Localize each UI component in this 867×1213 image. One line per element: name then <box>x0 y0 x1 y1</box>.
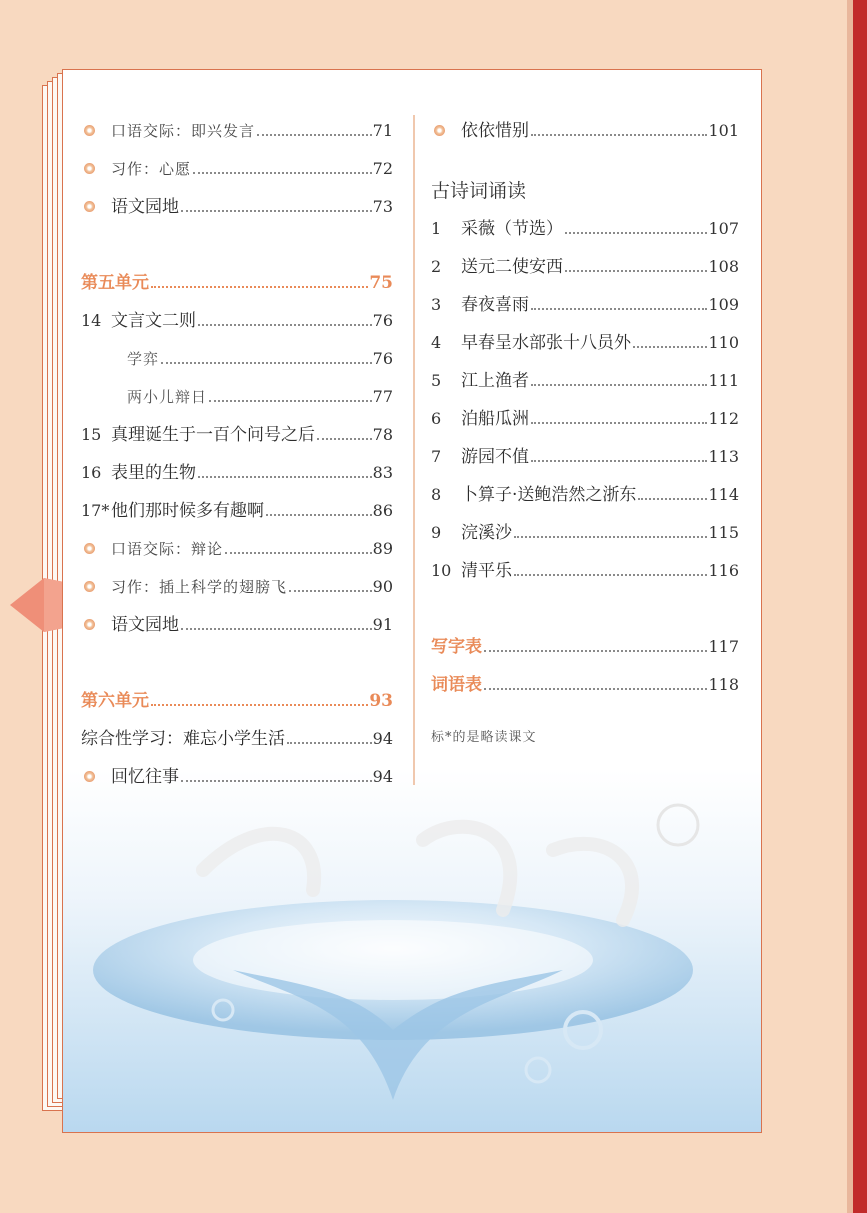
entry-title: 语文园地 <box>111 197 179 217</box>
toc-subentry[interactable] <box>81 331 393 369</box>
toc-entry[interactable] <box>81 293 393 331</box>
lesson-number: 15 <box>81 425 102 444</box>
toc-entry[interactable] <box>431 467 739 505</box>
toc-entry[interactable] <box>81 445 393 483</box>
dot-leader <box>209 400 372 402</box>
toc-entry[interactable] <box>81 559 393 597</box>
toc-entry[interactable] <box>81 597 393 635</box>
entry-page: 76 <box>372 349 393 368</box>
lesson-number: 7 <box>431 447 442 466</box>
water-splash-illustration <box>63 770 761 1132</box>
entry-title: 习作：插上科学的翅膀飞 <box>111 578 288 596</box>
toc-entry[interactable] <box>431 505 739 543</box>
entry-title: 回忆往事 <box>111 767 179 787</box>
footnote: 标*的是略读课文 <box>431 730 537 745</box>
book-spine <box>853 0 867 1213</box>
dot-leader <box>198 324 372 326</box>
dot-leader <box>531 134 707 136</box>
entry-title: 习作：心愿 <box>111 160 192 178</box>
dot-leader <box>565 232 707 234</box>
unit-heading[interactable] <box>81 255 393 293</box>
entry-title: 学弈 <box>127 350 160 368</box>
bullet-icon <box>81 121 111 141</box>
toc-entry[interactable] <box>81 407 393 445</box>
toc-entry[interactable] <box>431 353 739 391</box>
dot-leader <box>257 134 372 136</box>
unit-heading[interactable] <box>81 673 393 711</box>
dot-leader <box>161 362 372 364</box>
entry-page: 101 <box>708 121 739 140</box>
lesson-number: 1 <box>431 219 442 238</box>
dot-leader <box>531 384 707 386</box>
dot-leader <box>531 460 707 462</box>
lesson-number: 8 <box>431 485 442 504</box>
entry-title: 两小儿辩日 <box>127 388 208 406</box>
entry-title: 口语交际：辩论 <box>111 540 224 558</box>
entry-page: 110 <box>708 333 739 352</box>
entry-page: 86 <box>372 501 393 520</box>
entry-title: 春夜喜雨 <box>461 295 529 315</box>
entry-title: 真理诞生于一百个问号之后 <box>111 425 315 445</box>
spacer <box>81 635 393 673</box>
dot-leader <box>638 498 707 500</box>
section-heading: 古诗词诵读 <box>431 180 527 202</box>
lesson-number: 14 <box>81 311 102 330</box>
toc-left-column <box>81 103 393 787</box>
dot-leader <box>151 704 368 706</box>
toc-entry[interactable] <box>431 201 739 239</box>
toc-page <box>62 69 762 1133</box>
entry-page: 111 <box>708 371 739 390</box>
entry-page: 108 <box>708 257 739 276</box>
dot-leader <box>514 574 707 576</box>
appendix-page: 118 <box>708 675 739 694</box>
entry-title: 江上渔者 <box>461 371 529 391</box>
toc-entry[interactable] <box>431 429 739 467</box>
entry-page: 94 <box>372 729 393 748</box>
entry-title: 早春呈水部张十八员外 <box>461 333 631 353</box>
entry-page: 113 <box>708 447 739 466</box>
lesson-number: 3 <box>431 295 442 314</box>
dot-leader <box>484 650 707 652</box>
lesson-number: 2 <box>431 257 442 276</box>
entry-page: 83 <box>372 463 393 482</box>
toc-entry[interactable] <box>81 521 393 559</box>
entry-page: 94 <box>372 767 393 786</box>
entry-page: 114 <box>708 485 739 504</box>
entry-page: 90 <box>372 577 393 596</box>
entry-page: 91 <box>372 615 393 634</box>
dot-leader <box>531 308 707 310</box>
dot-leader <box>565 270 707 272</box>
toc-entry[interactable] <box>81 749 393 787</box>
entry-page: 71 <box>372 121 393 140</box>
spacer <box>431 141 739 159</box>
toc-entry[interactable] <box>431 543 739 581</box>
unit-page: 93 <box>369 691 393 711</box>
bullet-icon <box>81 539 111 559</box>
dot-leader <box>531 422 707 424</box>
entry-page: 76 <box>372 311 393 330</box>
entry-page: 112 <box>708 409 739 428</box>
unit-title: 第五单元 <box>81 273 149 293</box>
toc-entry[interactable] <box>431 315 739 353</box>
entry-title: 清平乐 <box>461 561 512 581</box>
entry-title: 口语交际：即兴发言 <box>111 122 256 140</box>
entry-title: 表里的生物 <box>111 463 196 483</box>
entry-title: 综合性学习：难忘小学生活 <box>81 729 285 749</box>
entry-page: 109 <box>708 295 739 314</box>
toc-entry[interactable] <box>431 239 739 277</box>
entry-page: 115 <box>708 523 739 542</box>
lesson-number: 5 <box>431 371 442 390</box>
toc-entry[interactable] <box>81 179 393 217</box>
dot-leader <box>633 346 707 348</box>
entry-title: 游园不值 <box>461 447 529 467</box>
dot-leader <box>193 172 372 174</box>
entry-title: 语文园地 <box>111 615 179 635</box>
entry-title: 他们那时候多有趣啊 <box>111 501 264 521</box>
lesson-number: 4 <box>431 333 442 352</box>
entry-page: 72 <box>372 159 393 178</box>
toc-entry[interactable] <box>81 711 393 749</box>
dot-leader <box>198 476 372 478</box>
entry-title: 文言文二则 <box>111 311 196 331</box>
dot-leader <box>317 438 372 440</box>
entry-title: 采薇（节选） <box>461 219 563 239</box>
toc-right-column <box>431 103 739 745</box>
bullet-icon <box>81 197 111 217</box>
entry-page: 78 <box>372 425 393 444</box>
entry-page: 73 <box>372 197 393 216</box>
toc-entry[interactable] <box>431 103 739 141</box>
dot-leader <box>151 286 368 288</box>
lesson-number: 9 <box>431 523 442 542</box>
unit-title: 第六单元 <box>81 691 149 711</box>
lesson-number: 6 <box>431 409 442 428</box>
entry-title: 浣溪沙 <box>461 523 512 543</box>
bullet-icon <box>81 615 111 635</box>
dot-leader <box>181 628 372 630</box>
toc-entry[interactable] <box>431 277 739 315</box>
dot-leader <box>484 688 707 690</box>
bullet-icon <box>81 159 111 179</box>
dot-leader <box>225 552 372 554</box>
appendix-heading[interactable] <box>431 657 739 695</box>
toc-entry[interactable] <box>81 483 393 521</box>
column-divider <box>413 115 415 785</box>
toc-entry[interactable] <box>81 103 393 141</box>
toc-entry[interactable] <box>431 391 739 429</box>
bullet-icon <box>81 577 111 597</box>
lesson-number: 16 <box>81 463 102 482</box>
appendix-title: 词语表 <box>431 675 482 695</box>
lesson-number: 17* <box>81 501 110 520</box>
appendix-heading[interactable] <box>431 619 739 657</box>
toc-subentry[interactable] <box>81 369 393 407</box>
entry-title: 送元二使安西 <box>461 257 563 277</box>
entry-title: 卜算子·送鲍浩然之浙东 <box>461 485 637 505</box>
entry-page: 107 <box>708 219 739 238</box>
appendix-title: 写字表 <box>431 637 482 657</box>
dot-leader <box>181 780 372 782</box>
lesson-number: 10 <box>431 561 452 580</box>
entry-page: 89 <box>372 539 393 558</box>
unit-page: 75 <box>369 273 393 293</box>
dot-leader <box>181 210 372 212</box>
toc-entry[interactable] <box>81 141 393 179</box>
dot-leader <box>289 590 372 592</box>
entry-title: 泊船瓜洲 <box>461 409 529 429</box>
dot-leader <box>287 742 372 744</box>
appendix-page: 117 <box>708 637 739 656</box>
bullet-icon <box>81 767 111 787</box>
entry-title: 依依惜别 <box>461 121 529 141</box>
entry-page: 77 <box>372 387 393 406</box>
spacer <box>431 581 739 619</box>
bullet-icon <box>431 121 461 141</box>
entry-page: 116 <box>708 561 739 580</box>
dot-leader <box>514 536 707 538</box>
dot-leader <box>266 514 372 516</box>
spacer <box>81 217 393 255</box>
